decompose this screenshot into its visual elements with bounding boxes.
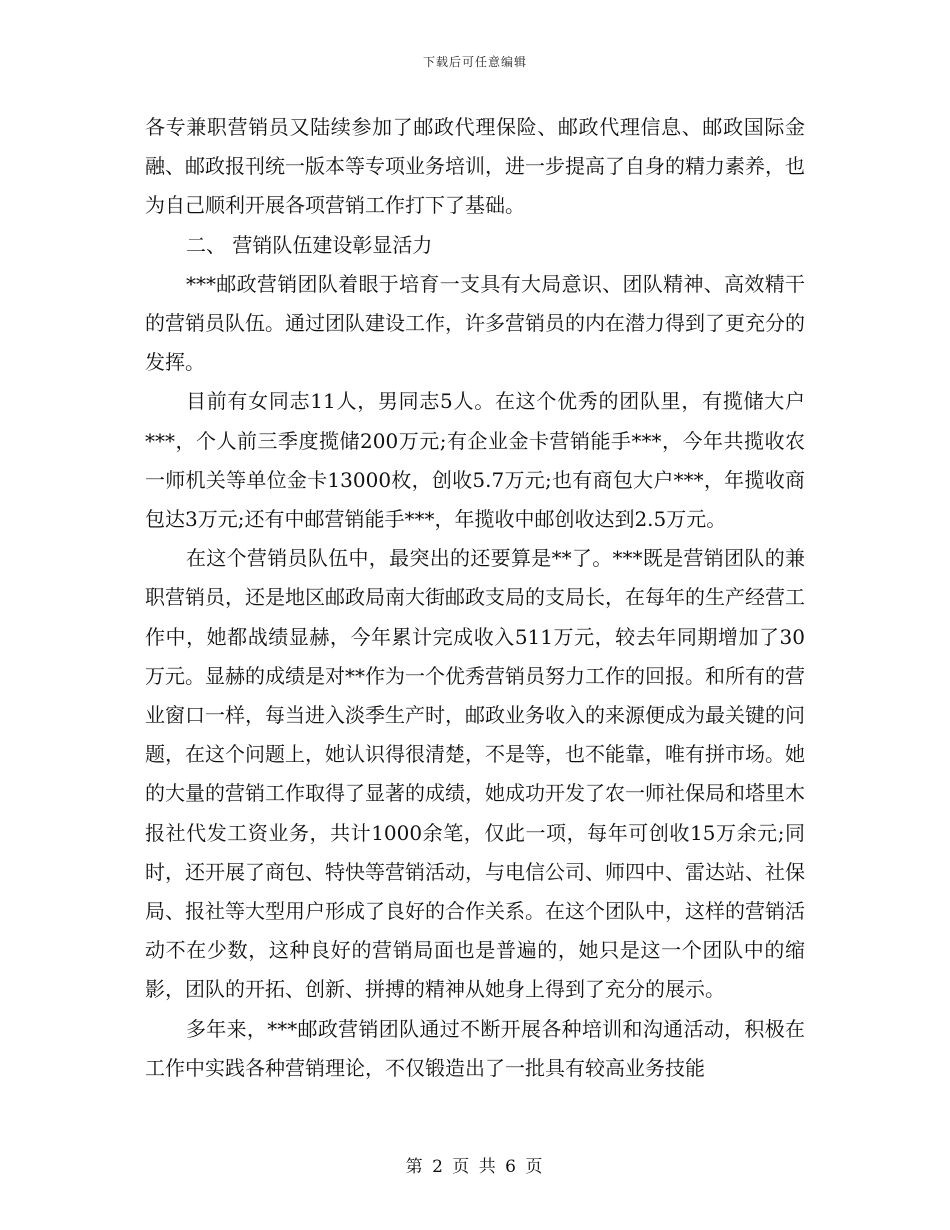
paragraph-4: 在这个营销员队伍中，最突出的还要算是**了。***既是营销团队的兼职营销员，还是地区邮政局南大街邮政支局的支局长，在每年的生产经营工作中，她都战绩显赫，今年累计完成收入511万元，较去年同期增加了30万元。显赫的成绩是对**作为一个优秀营销员努力工作的回报。和所有的营业窗口一样，每当进入淡季生产时，邮政业务收入的来源便成为最关键的问题，在这个问题上，她认识得很清楚，不是等，也不能靠，唯有拼市场。她的大量的营销工作取得了显著的成绩，她成功开发了农一师社保局和塔里木报社代发工资业务，共计1000余笔，仅此一项，每年可创收15万余元;同时，还开展了商包、特快等营销活动，与电信公司、师四中、雷达站、社保局、报社等大型用户形成了良好的合作关系。在这个团队中，这样的营销活动不在少数，这种良好的营销局面也是普遍的，她只是这一个团队中的缩影，团队的开拓、创新、拼搏的精神从她身上得到了充分的展示。 [145, 546, 805, 1002]
paragraph-1: 各专兼职营销员又陆续参加了邮政代理保险、邮政代理信息、邮政国际金融、邮政报刊统一版本等专项业务培训，进一步提高了自身的精力素养，也为自己顺利开展各项营销工作打下了基础。 [145, 115, 805, 218]
paragraph-3: 目前有女同志11人，男同志5人。在这个优秀的团队里，有揽储大户***，个人前三季度揽储200万元;有企业金卡营销能手***，今年共揽收农一师机关等单位金卡13000枚，创收5.7万元;也有商包大户***，年揽收商包达3万元;还有中邮营销能手***，年揽收中邮创收达到2.5万元。 [145, 389, 805, 532]
section-heading-2: 二、 营销队伍建设彰显活力 [186, 232, 433, 257]
paragraph-5: 多年来，***邮政营销团队通过不断开展各种培训和沟通活动，积极在工作中实践各种营销理论，不仅锻造出了一批具有较高业务技能 [145, 1016, 805, 1080]
document-body [145, 108, 805, 1088]
header-note: 下载后可任意编辑 [422, 55, 527, 69]
page-number-footer: 第 2 页 共 6 页 [405, 1157, 545, 1177]
paragraph-2: ***邮政营销团队着眼于培育一支具有大局意识、团队精神、高效精干的营销员队伍。通过团队建设工作，许多营销员的内在潜力得到了更充分的发挥。 [145, 271, 805, 375]
